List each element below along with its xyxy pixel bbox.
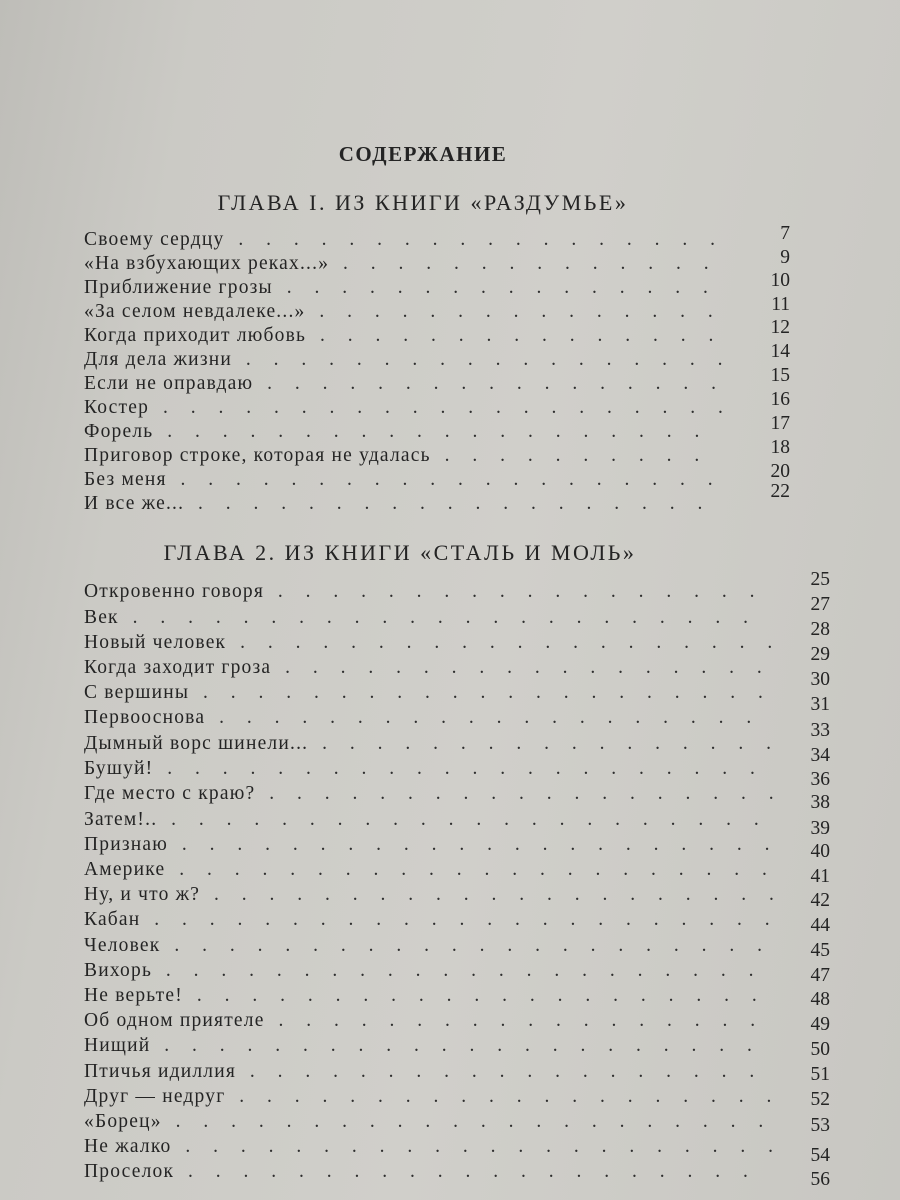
- toc-entry: [84, 580, 764, 604]
- page-number: 28: [810, 619, 830, 640]
- dot-leader: . . . . . . . . . . . . . . . . . . .: [255, 783, 783, 804]
- page-number: 20: [770, 461, 790, 482]
- page-number: 40: [810, 841, 830, 862]
- dot-leader: . . . . . . . . . . . . . . . . . . . . .: [174, 1161, 757, 1182]
- chapter-2-heading: ГЛАВА 2. ИЗ КНИГИ «СТАЛЬ И МОЛЬ»: [163, 540, 637, 565]
- toc-entry: [84, 1085, 780, 1109]
- page-number: 36: [810, 769, 830, 790]
- toc-entry-title: Форель: [84, 421, 154, 442]
- toc-entry: [84, 706, 760, 730]
- dot-leader: . . . . . . . . . . . . . . . .: [272, 277, 717, 298]
- toc-entry: [84, 833, 779, 857]
- toc-entry: [84, 228, 724, 252]
- page-number: 11: [771, 294, 790, 315]
- toc-entry: [84, 348, 732, 372]
- toc-entry-title: Затем!..: [84, 809, 158, 830]
- page-number: 10: [770, 270, 790, 291]
- page-number: 9: [780, 247, 790, 268]
- dot-leader: . . . . . . . . . . . . . . . . . .: [224, 229, 724, 250]
- dot-leader: . . . . . . . . . . . . . . . . . . . .: [166, 469, 722, 490]
- page-number: 38: [810, 792, 830, 813]
- toc-entry-title: Бушуй!: [84, 758, 154, 779]
- toc-entry-title: Приближение грозы: [84, 277, 273, 298]
- toc-entry-title: Когда заходит гроза: [84, 657, 272, 678]
- page-number: 16: [770, 389, 790, 410]
- dot-leader: . . . . . . . . . . . . . . . . . .: [232, 349, 732, 370]
- page-number: 14: [770, 341, 790, 362]
- dot-leader: . . . . . . . . . . . . . . . . .: [308, 733, 780, 754]
- page-number: 49: [810, 1014, 830, 1035]
- toc-entry: [84, 656, 771, 680]
- page-number: 33: [810, 720, 830, 741]
- toc-entry: [84, 631, 781, 655]
- toc-entry: [84, 908, 779, 932]
- toc-entry-title: Без меня: [84, 469, 167, 490]
- dot-leader: . . . . . . . . . . . . . . . . . . . .: [226, 632, 782, 653]
- page-number: 48: [810, 989, 830, 1010]
- dot-leader: . . . . . . . . . . . . . . . . . . . . . .: [160, 935, 771, 956]
- toc-entry-title: Америке: [84, 859, 166, 880]
- chapter-1-heading: ГЛАВА I. ИЗ КНИГИ «РАЗДУМЬЕ»: [217, 190, 629, 215]
- page-number: 44: [810, 915, 830, 936]
- dot-leader: . . . . . . . . . . . . . . . . . . .: [236, 1061, 764, 1082]
- page-number: 18: [770, 437, 790, 458]
- dot-leader: . . . . . . . . . . . . . . . . . . . . . .: [171, 1136, 782, 1157]
- dot-leader: . . . . . . . . . . . . . . . . . . . . . .: [165, 859, 776, 880]
- page-number: 22: [770, 481, 790, 502]
- dot-leader: . . . . . . . . . . . . . . . . . . . . . .: [157, 809, 768, 830]
- page-number: 30: [810, 669, 830, 690]
- toc-entry: [84, 757, 764, 781]
- dot-leader: . . . . . . . . . . . . . .: [329, 253, 718, 274]
- toc-entry-title: Для дела жизни: [84, 349, 232, 370]
- toc-entry: [84, 276, 717, 300]
- page-number: 25: [810, 569, 830, 590]
- page-number: 53: [810, 1115, 830, 1136]
- page-number: 54: [810, 1145, 830, 1166]
- page-number: 31: [810, 694, 830, 715]
- toc-entry: [84, 492, 711, 516]
- toc-entry-title: Своему сердцу: [84, 229, 225, 250]
- dot-leader: . . . . . . . . . . . . . . . . . . . .: [225, 1086, 781, 1107]
- page-number: 42: [810, 890, 830, 911]
- dot-leader: . . . . . . . . . . . . . . . . . . . . . . .: [118, 607, 757, 628]
- page-number: 51: [810, 1064, 830, 1085]
- dot-leader: . . . . . . . . . .: [430, 445, 709, 466]
- toc-entry: [84, 1034, 761, 1058]
- dot-leader: . . . . . . . . . . . . . . .: [305, 301, 722, 322]
- page-number: 47: [810, 965, 830, 986]
- toc-entry: [84, 606, 757, 630]
- toc-entry-title: Век: [84, 607, 119, 628]
- dot-leader: . . . . . . . . . . . . . . . . . . . . .: [149, 397, 732, 418]
- toc-entry-title: «Борец»: [84, 1111, 162, 1132]
- toc-entry: [84, 252, 718, 276]
- dot-leader: . . . . . . . . . . . . . . . . . . . . .: [200, 884, 783, 905]
- dot-leader: . . . . . . . . . . . . . . . . . . . . . . .: [140, 909, 779, 930]
- dot-leader: . . . . . . . . . . . . . . . . . .: [271, 657, 771, 678]
- dot-leader: . . . . . . . . . . . . . . . . . . . . . .: [153, 758, 764, 779]
- toc-entry: [84, 732, 780, 756]
- toc-entry: [84, 883, 783, 907]
- toc-entry-title: Вихорь: [84, 960, 153, 981]
- dot-leader: . . . . . . . . . . . . . . . . . . .: [184, 493, 712, 514]
- toc-entry-title: С вершины: [84, 682, 190, 703]
- toc-entry: [84, 681, 772, 705]
- toc-entry-title: Проселок: [84, 1161, 175, 1182]
- page-number: 7: [780, 223, 790, 244]
- toc-entry-title: Ну, и что ж?: [84, 884, 201, 905]
- toc-entry-title: Кабан: [84, 909, 141, 930]
- dot-leader: . . . . . . . . . . . . . . . . . . . .: [153, 421, 709, 442]
- dot-leader: . . . . . . . . . . . . . . . . . . . . . .: [152, 960, 763, 981]
- toc-entry: [84, 959, 763, 983]
- dot-leader: . . . . . . . . . . . . . . . . .: [253, 373, 725, 394]
- toc-entry: [84, 420, 708, 444]
- toc-entry-title: Новый человек: [84, 632, 227, 653]
- page-number: 12: [770, 317, 790, 338]
- toc-entry-title: И все же...: [84, 493, 185, 514]
- toc-entry-title: Костер: [84, 397, 150, 418]
- toc-entry: [84, 1009, 764, 1033]
- toc-entry-title: Птичья идиллия: [84, 1061, 237, 1082]
- dot-leader: . . . . . . . . . . . . . . . . . .: [264, 1010, 765, 1031]
- toc-entry-title: Нищий: [84, 1035, 151, 1056]
- page-number: 15: [770, 365, 790, 386]
- toc-entry-title: Если не оправдаю: [84, 373, 254, 394]
- toc-entry: [84, 934, 771, 958]
- toc-entry: [84, 858, 776, 882]
- contents-title: СОДЕРЖАНИЕ: [338, 142, 508, 166]
- toc-entry: [84, 444, 708, 468]
- page-number: 29: [810, 644, 830, 665]
- toc-entry-title: «За селом невдалеке...»: [84, 301, 306, 322]
- toc-entry: [84, 1060, 763, 1084]
- toc-entry: [84, 808, 768, 832]
- toc-entry-title: Первооснова: [84, 707, 206, 728]
- toc-entry: [84, 300, 722, 324]
- page-number: 45: [810, 940, 830, 961]
- page-number: 50: [810, 1039, 830, 1060]
- toc-entry: [84, 324, 722, 348]
- page-number: 56: [810, 1169, 830, 1190]
- toc-entry: [84, 1135, 782, 1159]
- page-number: 52: [810, 1089, 830, 1110]
- toc-entry-title: Приговор строке, которая не удалась: [84, 445, 431, 466]
- dot-leader: . . . . . . . . . . . . . . . . . . . .: [205, 707, 761, 728]
- toc-entry-title: Не верьте!: [84, 985, 183, 1006]
- toc-entry: [84, 396, 732, 420]
- dot-leader: . . . . . . . . . . . . . . . . . . . . .: [182, 985, 766, 1006]
- dot-leader: . . . . . . . . . . . . . . . . . . . . . .: [161, 1111, 773, 1132]
- toc-entry-title: Когда приходит любовь: [84, 325, 307, 346]
- toc-entry: [84, 1110, 772, 1134]
- page-number: 34: [810, 745, 830, 766]
- toc-entry: [84, 372, 725, 396]
- toc-entry-title: Друг — недруг: [84, 1086, 226, 1107]
- toc-entry-title: Об одном приятеле: [84, 1010, 265, 1031]
- page-number: 17: [770, 413, 790, 434]
- page-number: 27: [810, 594, 830, 615]
- page-number: 39: [810, 818, 830, 839]
- toc-entry-title: Где место с краю?: [84, 783, 256, 804]
- dot-leader: . . . . . . . . . . . . . . . . . . . . . .: [150, 1035, 761, 1056]
- toc-entry: [84, 984, 766, 1008]
- toc-entry-title: Дымный ворс шинели...: [84, 733, 309, 754]
- dot-leader: . . . . . . . . . . . . . . .: [306, 325, 723, 346]
- toc-entry-title: Не жалко: [84, 1136, 172, 1157]
- toc-entry: [84, 468, 722, 492]
- dot-leader: . . . . . . . . . . . . . . . . . . . . . .: [168, 834, 779, 855]
- dot-leader: . . . . . . . . . . . . . . . . . .: [264, 581, 764, 602]
- toc-entry-title: «На взбухающих реках...»: [84, 253, 330, 274]
- toc-entry-title: Откровенно говоря: [84, 581, 265, 602]
- toc-entry-title: Человек: [84, 935, 161, 956]
- dot-leader: . . . . . . . . . . . . . . . . . . . . .: [189, 682, 772, 703]
- toc-entry: [84, 782, 783, 806]
- page-number: 41: [810, 866, 830, 887]
- toc-entry-title: Признаю: [84, 834, 169, 855]
- toc-entry: [84, 1160, 757, 1184]
